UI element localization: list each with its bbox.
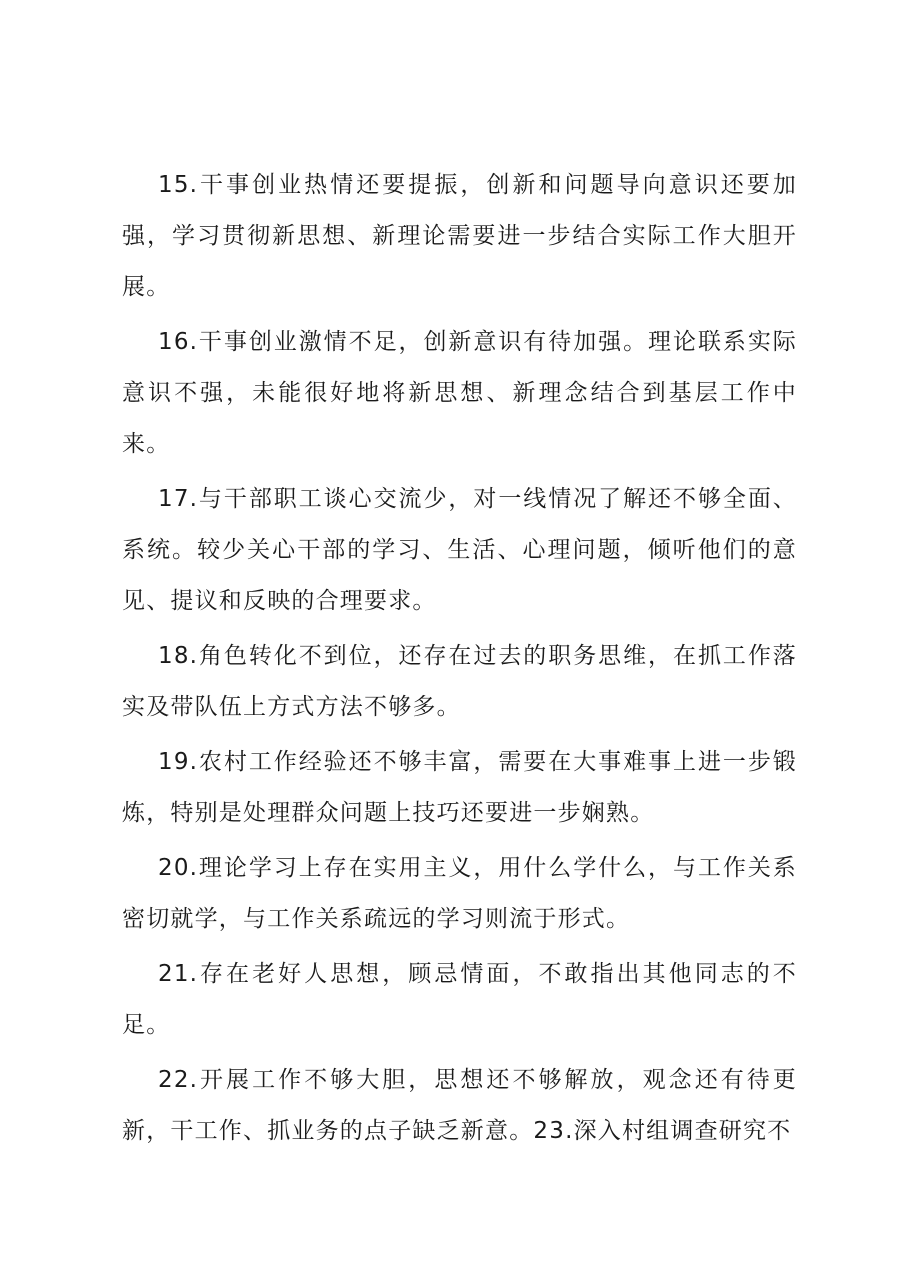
paragraph-15: 15.干事创业热情还要提振，创新和问题导向意识还要加强，学习贯彻新思想、新理论需要进一步结合实际工作大胆开展。 (122, 172, 797, 300)
paragraph-19: 19.农村工作经验还不够丰富，需要在大事难事上进一步锻炼，特别是处理群众问题上技巧还要进一步娴熟。 (122, 749, 797, 826)
paragraph-17: 17.与干部职工谈心交流少，对一线情况了解还不够全面、系统。较少关心干部的学习、生活、心理问题，倾听他们的意见、提议和反映的合理要求。 (122, 486, 797, 614)
paragraph-21: 21.存在老好人思想，顾忌情面，不敢指出其他同志的不足。 (122, 961, 797, 1038)
paragraph-16: 16.干事创业激情不足，创新意识有待加强。理论联系实际意识不强，未能很好地将新思想、新理念结合到基层工作中来。 (122, 329, 797, 457)
paragraph-20: 20.理论学习上存在实用主义，用什么学什么，与工作关系密切就学，与工作关系疏远的学习则流于形式。 (122, 855, 797, 932)
paragraph-18: 18.角色转化不到位，还存在过去的职务思维，在抓工作落实及带队伍上方式方法不够多。 (122, 643, 797, 720)
paragraph-22: 22.开展工作不够大胆，思想还不够解放，观念还有待更新，干工作、抓业务的点子缺乏新意。23.深入村组调查研究不 (122, 1067, 797, 1144)
